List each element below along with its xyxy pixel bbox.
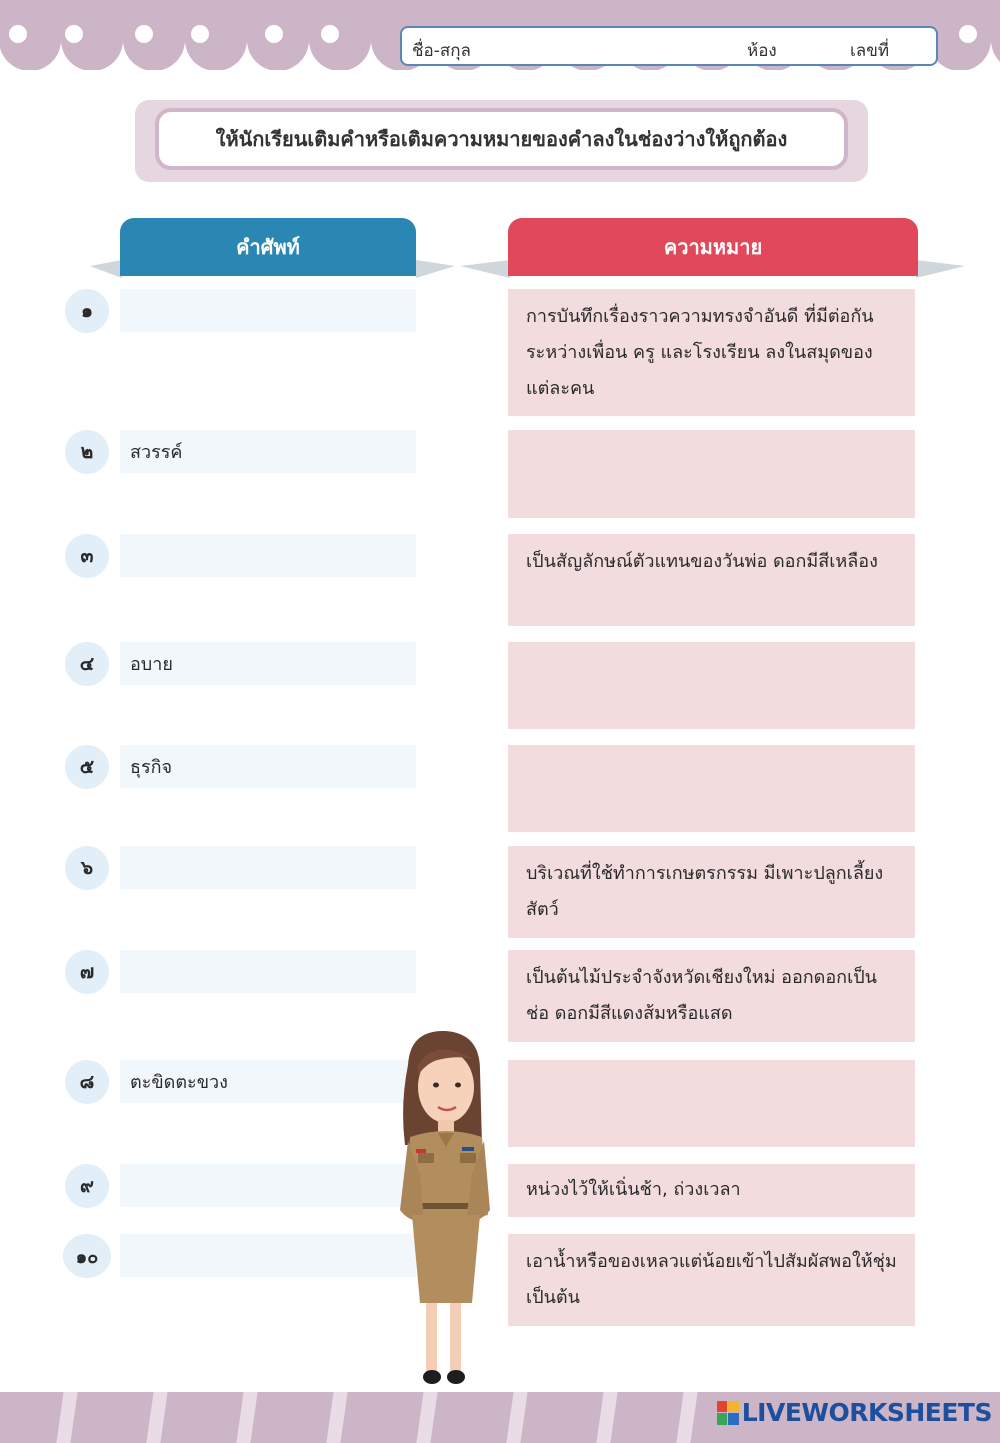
meaning-cell: การบันทึกเรื่องราวความทรงจำอันดี ที่มีต่อกันระหว่างเพื่อน ครู และโรงเรียน ลงในสมุดของแต่ละคน [508, 289, 915, 416]
item-number: ๙ [65, 1164, 109, 1208]
decor-dot [191, 25, 209, 43]
meaning-cell: เอาน้ำหรือของเหลวแต่น้อยเข้าไปสัมผัสพอให้ชุ่มเป็นต้น [508, 1234, 915, 1326]
meaning-cell: เป็นต้นไม้ประจำจังหวัดเชียงใหม่ ออกดอกเป็นช่อ ดอกมีสีแดงส้มหรือแสด [508, 950, 915, 1042]
word-cell: อบาย [120, 642, 416, 685]
number-label: เลขที่ [850, 41, 890, 61]
meaning-input[interactable] [508, 1060, 915, 1147]
word-input[interactable] [120, 950, 416, 993]
teacher-illustration [380, 1025, 500, 1395]
liveworksheets-logo-text: LIVEWORKSHEETS [741, 1398, 992, 1427]
decor-dot [9, 25, 27, 43]
scallop [309, 9, 371, 70]
decor-dot [65, 25, 83, 43]
decor-dot [959, 25, 977, 43]
instruction-text: ให้นักเรียนเติมคำหรือเติมความหมายของคำลงในช่องว่างให้ถูกต้อง [155, 108, 848, 170]
word-input[interactable] [120, 534, 416, 577]
name-label: ชื่อ-สกุล [412, 41, 471, 61]
word-input[interactable] [120, 846, 416, 889]
item-number: ๓ [65, 534, 109, 578]
item-number: ๖ [65, 846, 109, 890]
meaning-cell: หน่วงไว้ให้เนิ่นช้า, ถ่วงเวลา [508, 1164, 915, 1217]
bottom-decorative-band [0, 1392, 1000, 1443]
item-number: ๗ [65, 950, 109, 994]
meaning-cell: บริเวณที่ใช้ทำการเกษตรกรรม มีเพาะปลูกเลี้ยงสัตว์ [508, 846, 915, 938]
instruction-frame [135, 100, 868, 182]
item-number: ๕ [65, 745, 109, 789]
word-input[interactable] [120, 1234, 416, 1277]
word-cell: ตะขิดตะขวง [120, 1060, 416, 1103]
word-header-label: คำศัพท์ [120, 218, 416, 276]
item-number: ๔ [65, 642, 109, 686]
scallop [123, 9, 185, 70]
decor-dot [135, 25, 153, 43]
decor-dot [265, 25, 283, 43]
meaning-input[interactable] [508, 745, 915, 832]
word-input[interactable] [120, 1164, 416, 1207]
item-number: ๑ [65, 289, 109, 333]
item-number: ๑๐ [63, 1234, 111, 1278]
word-input[interactable] [120, 289, 416, 332]
item-number: ๘ [65, 1060, 109, 1104]
meaning-input[interactable] [508, 430, 915, 518]
student-info-box[interactable] [400, 26, 938, 66]
meaning-input[interactable] [508, 642, 915, 729]
scallop [0, 9, 61, 70]
scallop [929, 9, 991, 70]
item-number: ๒ [65, 430, 109, 474]
meaning-header-label: ความหมาย [508, 218, 918, 276]
liveworksheets-logo[interactable] [717, 1398, 992, 1427]
word-cell: ธุรกิจ [120, 745, 416, 788]
word-cell: สวรรค์ [120, 430, 416, 473]
meaning-cell: เป็นสัญลักษณ์ตัวแทนของวันพ่อ ดอกมีสีเหลือง [508, 534, 915, 626]
meaning-column-header [460, 218, 965, 276]
decor-dot [321, 25, 339, 43]
room-label: ห้อง [747, 41, 777, 61]
liveworksheets-logo-icon [717, 1401, 739, 1425]
word-column-header [90, 218, 455, 276]
